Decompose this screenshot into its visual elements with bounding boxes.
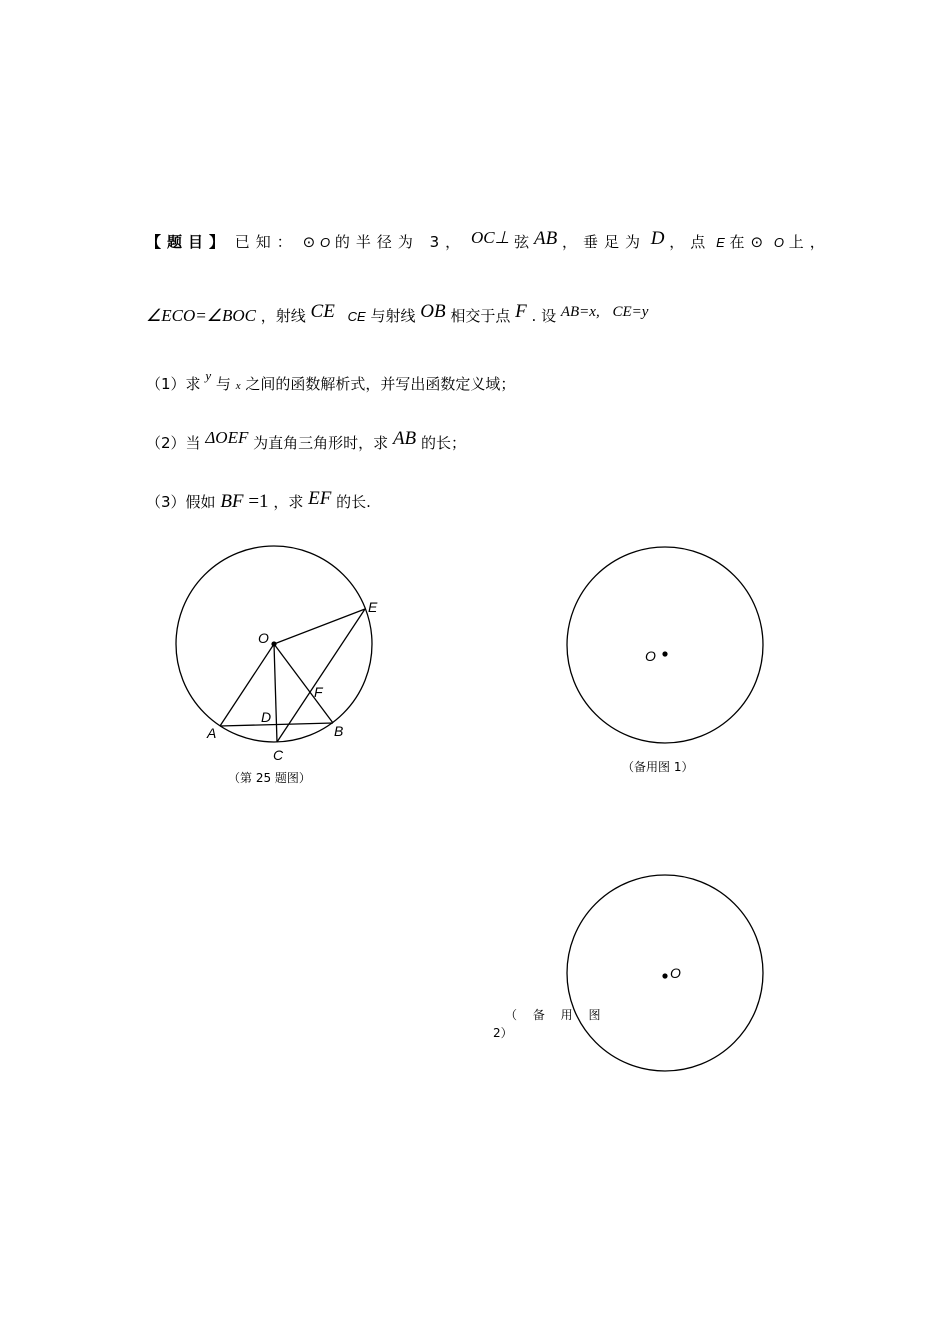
e-label: E [716,235,725,250]
q1-number: （1）求 [146,375,201,393]
on-text: 在⊙ [729,233,770,251]
ray2-text: 与射线 [370,307,416,325]
point-text: ，点 [669,233,712,251]
main-figure-caption: （第 25 题图） [228,771,311,785]
label-f: F [314,684,323,700]
spare2-center-dot [662,973,667,978]
label-c: C [273,747,284,763]
label-d: D [261,709,272,725]
ce-symbol: CE [310,301,335,322]
angle-equation: ∠ECO=∠BOC [146,306,256,325]
q3-number: （3）假如 [146,493,216,511]
q3-mid: ，求 [273,493,304,511]
ob-symbol: OB [420,301,446,322]
segment-ob [274,644,333,723]
set-text: . 设 [531,307,557,325]
ab-x-text: AB=x, [560,304,600,320]
q2-ab: AB [392,428,417,449]
spare1-circle [567,547,763,743]
known-text: 已知： [234,233,298,251]
label-a: A [207,725,217,741]
point-o-label: O [319,235,331,250]
spare1-caption: （备用图 1） [622,760,694,774]
spare1-center-dot [662,651,667,656]
q3-ef: EF [308,488,332,509]
center-dot-o [271,641,276,646]
ray-text: ，射线 [260,307,306,325]
segment-ce [277,609,365,742]
d-symbol: D [650,228,665,249]
radius-text: 的半径为 3， [334,233,467,251]
label-b: B [334,723,344,739]
spare2-circle [567,875,763,1071]
circle-symbol: ⊙ [302,233,316,251]
ce-small-label: CE [347,309,366,324]
intersect-text: 相交于点 [450,307,511,325]
foot-text: ，垂足为 [561,233,646,251]
q3-end: 的长. [336,493,371,511]
q1-y: y [205,368,212,383]
q1-rest: 之间的函数解析式，并写出函数定义域； [245,375,516,393]
oc-perp-text: OC⊥ [470,228,510,247]
on-end-text: 上， [788,233,831,251]
q2-number: （2）当 [146,434,201,452]
label-o: O [258,630,269,646]
spare2-label-o: O [670,965,681,981]
spare1-label-o: O [645,648,656,664]
label-e: E [368,599,378,615]
q2-end: 的长； [420,434,466,452]
q3-eq: =1 [248,491,269,512]
segment-oe [274,609,365,644]
spare2-caption-line2: 2） [493,1026,513,1040]
segment-oc [274,644,277,742]
ce-y-text: CE=y [612,304,649,320]
f-symbol: F [515,301,527,322]
q2-mid: 为直角三角形时，求 [253,434,389,452]
ab-symbol: AB [533,228,558,249]
point-o-label-2: O [773,235,785,250]
chord-text: 弦 [514,233,530,251]
q1-x: x [235,380,241,392]
q2-triangle: ΔOEF [205,428,249,447]
spare2-caption-line1: （ 备 用 图 [505,1008,607,1022]
q3-bf: BF [220,491,244,512]
problem-header: 【题目】 [146,233,231,251]
q1-and: 与 [215,375,231,393]
